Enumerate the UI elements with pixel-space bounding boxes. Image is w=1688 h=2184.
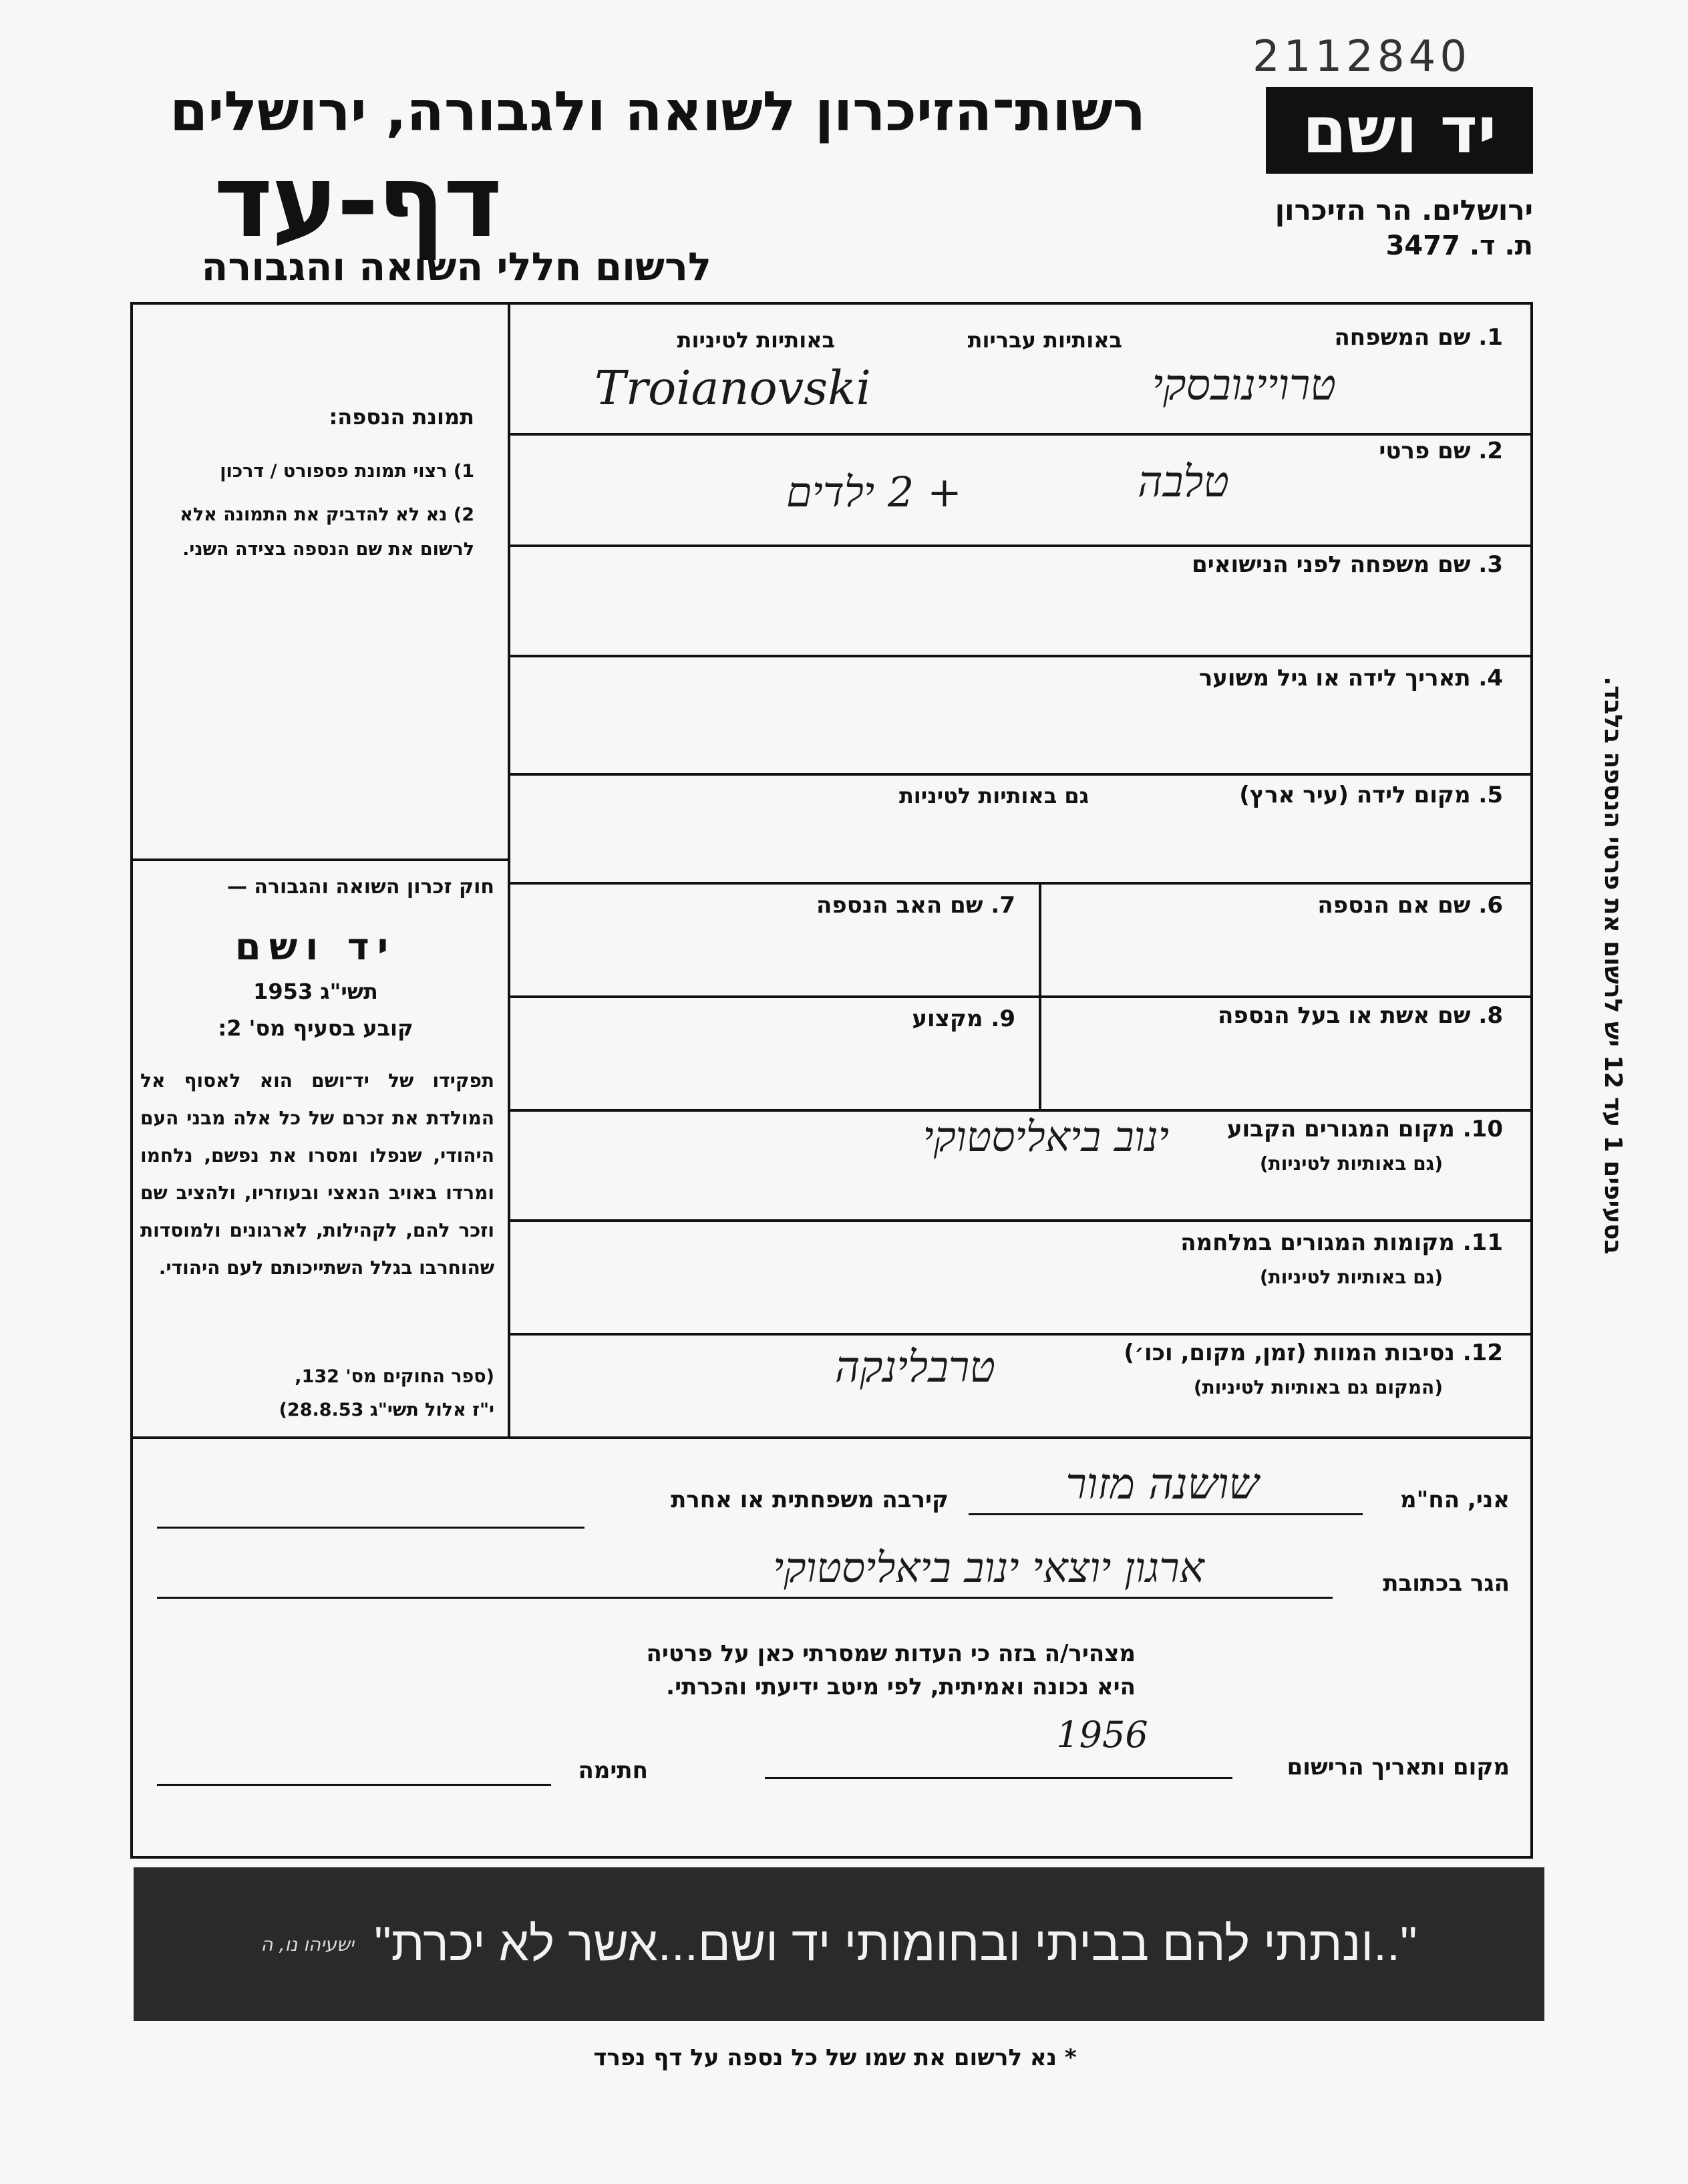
place-date-value[interactable]: 1956 [1056, 1714, 1148, 1756]
footer-note: * נא לרשום את שמו של כל נספה על דף נפרד [593, 2044, 1077, 2071]
banner-source: ישעיהו נו, ה [261, 1933, 355, 1956]
statement-line-1: מצהיר/ה בזה כי העדות שמסרתי כאן על פרטיה [646, 1640, 1136, 1667]
photo-note-2: 2) נא לא להדביק את התמונה אלא לרשום את שם הנספה בצידה השני. [180, 504, 474, 560]
family-name-hebrew-value[interactable]: טרויינובסקי [1152, 361, 1336, 410]
address-label: הגר בכתובת [1383, 1570, 1510, 1597]
field-6-label: 6. שם אם הנספה [1317, 892, 1503, 919]
law-clause: קובע בסעיף מס' 2: [218, 1016, 413, 1041]
column-divider [508, 302, 510, 1438]
field-8-label: 8. שם אשת או בעל הנספה [1218, 1002, 1503, 1029]
photo-note-1: 1) רצוי תמונת פספורט / דרכון [220, 461, 474, 482]
quote-banner [134, 1867, 1544, 2021]
photo-box-title: תמונת הנספה: [329, 404, 474, 430]
banner-quote: "..ונתתי להם בביתי ובחומותי יד ושם...אשר לא יכרת" [374, 1917, 1417, 1971]
family-name-latin-value[interactable]: Troianovski [595, 361, 871, 416]
field-3-label: 3. שם משפחה לפני הנישואים [1192, 551, 1503, 578]
law-title: חוק זכרון השואה והגבורה — [226, 875, 494, 899]
field-5-label: 5. מקום לידה (עיר ארץ) [1239, 782, 1503, 808]
logo-text: יד ושם [1302, 93, 1497, 168]
death-circumstances-value[interactable]: טרבלינקה [834, 1343, 995, 1392]
field-4-label: 4. תאריך לידה או גיל משוער [1198, 665, 1503, 691]
address-line-2: ת. ד. 3477 [1385, 230, 1533, 261]
side-note: בסעיפים 1 עד 12 יש לרשום את פרטי הנספה בלבד. [1599, 676, 1627, 1255]
declarant-intro: אני, הח"מ [1400, 1487, 1510, 1513]
field-12-sub: (המקום גם באותיות לטיניות) [1193, 1376, 1443, 1398]
permanent-residence-value[interactable]: ינוב ביאליסטוקי [922, 1112, 1169, 1161]
yad-vashem-logo [1266, 87, 1533, 174]
declarant-name-value[interactable]: שושנה מזור [1065, 1460, 1259, 1509]
law-year: תשי"ג 1953 [253, 979, 378, 1004]
field-7-label: 7. שם האב הנספה [816, 892, 1015, 919]
address-value[interactable]: ארגון יוצאי ינוב ביאליסטוקי [773, 1543, 1204, 1592]
field-10-sub: (גם באותיות לטיניות) [1259, 1152, 1443, 1175]
field-11-sub: (גם באותיות לטיניות) [1259, 1266, 1443, 1288]
field-2-label: 2. שם פרטי [1379, 438, 1503, 464]
relation-label: קירבה משפחתית או אחרת [671, 1487, 949, 1513]
document-type-title: דף-עד [214, 144, 501, 260]
hebrew-letters-header: באותיות עבריות [967, 327, 1122, 353]
children-value[interactable]: + 2 ילדים [786, 468, 962, 516]
law-body: תפקידו של יד־ושם הוא לאסוף אל המולדת את זכרם של כל אלה מבני העם היהודי, שנפלו ומסרו את נפשם, נלחמו ומרדו באויב הנאצי ובעוזריו, ולהציב שם וזכר להם, לקהילות, לארגונים ולמוסדות שהוחרבו בגלל השתייכותם לעם היהודי. [140, 1070, 494, 1279]
field-11-label: 11. מקומות המגורים במלחמה [1180, 1229, 1503, 1256]
field-10-label: 10. מקום המגורים הקבוע [1226, 1116, 1503, 1142]
first-name-value[interactable]: טלבה [1138, 458, 1229, 507]
serial-number: 2112840 [1252, 32, 1472, 82]
law-ref-1: (ספר החוקים מס' 132, [295, 1366, 494, 1387]
place-date-label: מקום ותאריך הרישום [1287, 1754, 1510, 1780]
latin-letters-header: באותיות לטיניות [677, 327, 835, 353]
address-line-1: ירושלים. הר הזיכרון [1275, 194, 1533, 226]
field-5-latin-note: גם באותיות לטיניות [898, 783, 1089, 808]
field-9-label: 9. מקצוע [912, 1005, 1015, 1032]
document-subtitle: לרשום חללי השואה והגבורה [201, 244, 711, 289]
law-name: יד ושם [234, 925, 397, 969]
signature-label: חתימה [578, 1757, 648, 1784]
authority-title: רשות־הזיכרון לשואה ולגבורה, ירושלים [170, 80, 1146, 144]
law-ref-2: י"ז אלול תשי"ג 28.8.53) [279, 1400, 494, 1420]
field-1-label: 1. שם המשפחה [1334, 324, 1503, 351]
statement-line-2: היא נכונה ואמיתית, לפי מיטב ידיעתי והכרתי. [666, 1674, 1136, 1700]
field-12-label: 12. נסיבות המוות (זמן, מקום, וכו׳) [1124, 1340, 1503, 1366]
